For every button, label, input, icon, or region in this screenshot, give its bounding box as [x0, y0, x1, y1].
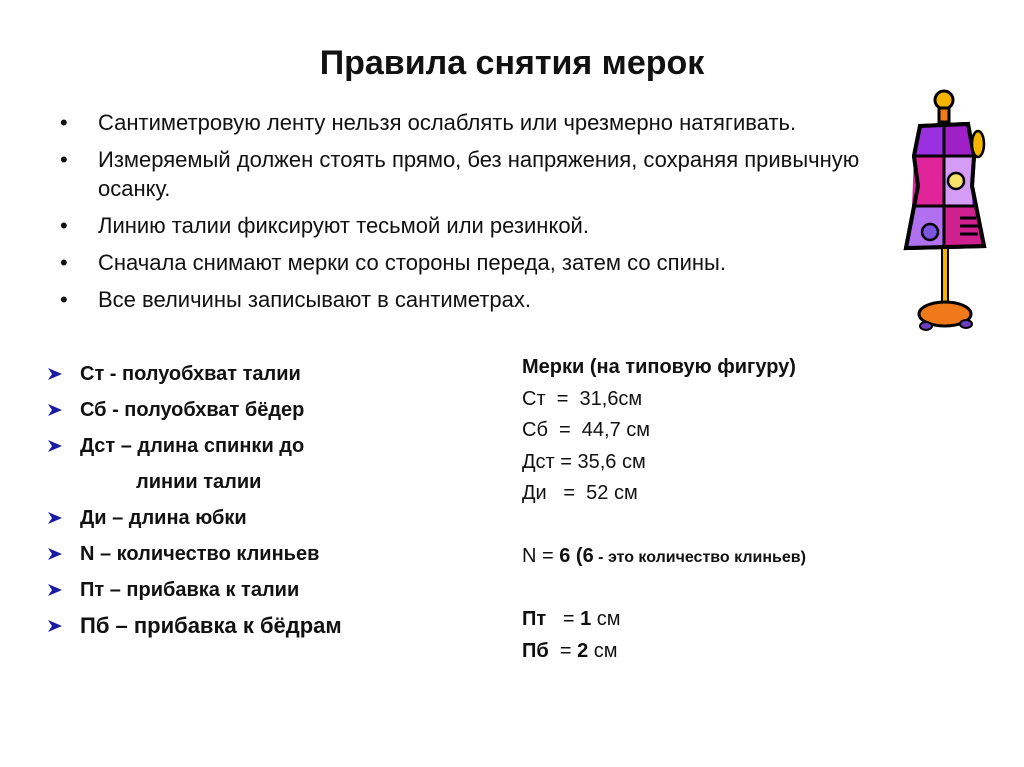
bullet-icon: • — [60, 250, 68, 275]
value-n — [522, 541, 806, 573]
rule-item — [56, 211, 916, 240]
value-pt — [522, 604, 806, 636]
rule-text: Сантиметровую ленту нельзя ослаблять или чрезмерно натягивать. — [98, 110, 797, 135]
bullet-icon: • — [60, 147, 68, 172]
pt-label: Пт — [522, 608, 547, 630]
definition-text: Сб - полуобхват бёдер — [80, 399, 305, 421]
definition-text: Пт – прибавка к талии — [80, 579, 300, 601]
value-sb: Сб = 44,7 см — [522, 419, 651, 441]
measurements-heading: Мерки (на типовую фигуру) — [522, 356, 796, 378]
arrow-bullet-icon — [48, 368, 62, 380]
definition-item — [48, 576, 342, 612]
arrow-bullet-icon — [48, 620, 62, 632]
rule-item — [56, 248, 916, 277]
n-label: N = — [522, 545, 560, 567]
pt-unit: см — [591, 608, 621, 630]
rule-text: Все величины записывают в сантиметрах. — [98, 287, 531, 312]
definition-text: Пб – прибавка к бёдрам — [80, 613, 342, 638]
arrow-bullet-icon — [48, 512, 62, 524]
arrow-bullet-icon — [48, 404, 62, 416]
definition-item — [48, 504, 342, 540]
pb-value: 2 — [577, 639, 589, 662]
arrow-bullet-icon — [48, 548, 62, 560]
mannequin-icon — [898, 86, 1008, 336]
definition-item — [48, 432, 342, 468]
definition-text: Ди – длина юбки — [80, 507, 247, 529]
value-pb — [522, 636, 806, 668]
definition-text: Дст – длина спинки до — [80, 435, 305, 457]
rule-text: Измеряемый должен стоять прямо, без напряжения, сохраняя привычную осанку. — [98, 147, 860, 201]
measurements-panel — [522, 352, 806, 667]
pt-value: 1 — [580, 608, 592, 630]
definition-text: N – количество клиньев — [80, 543, 320, 565]
pb-unit: см — [588, 639, 618, 662]
definition-item — [48, 360, 342, 396]
pb-eq: = — [548, 639, 578, 662]
n-note-num: (6 — [570, 545, 594, 567]
pb-label: Пб — [522, 639, 549, 662]
definition-text: Ст - полуобхват талии — [80, 363, 301, 385]
rules-list — [56, 108, 916, 322]
rule-item — [56, 285, 916, 314]
pt-eq: = — [546, 608, 581, 630]
bullet-icon: • — [60, 287, 68, 312]
definition-item — [48, 612, 342, 648]
n-value: 6 — [559, 545, 571, 567]
bullet-icon: • — [60, 213, 68, 238]
definition-item — [48, 540, 342, 576]
value-di: Ди = 52 см — [522, 482, 638, 504]
rule-text: Сначала снимают мерки со стороны переда, затем со спины. — [98, 250, 726, 275]
arrow-bullet-icon — [48, 584, 62, 596]
value-st: Ст = 31,6см — [522, 387, 643, 410]
arrow-bullet-icon — [48, 440, 62, 452]
n-note: - это количество клиньев) — [593, 549, 806, 566]
slide-title: Правила снятия мерок — [319, 44, 705, 82]
value-dst: Дст = 35,6 см — [522, 450, 646, 473]
rule-text: Линию талии фиксируют тесьмой или резинкой. — [98, 213, 589, 238]
rule-item — [56, 108, 916, 137]
definition-text: линии талии — [136, 471, 262, 493]
definition-item — [48, 396, 342, 432]
rule-item — [56, 145, 878, 203]
definition-continuation — [48, 468, 342, 504]
definitions-list — [48, 360, 342, 648]
bullet-icon: • — [60, 110, 68, 135]
